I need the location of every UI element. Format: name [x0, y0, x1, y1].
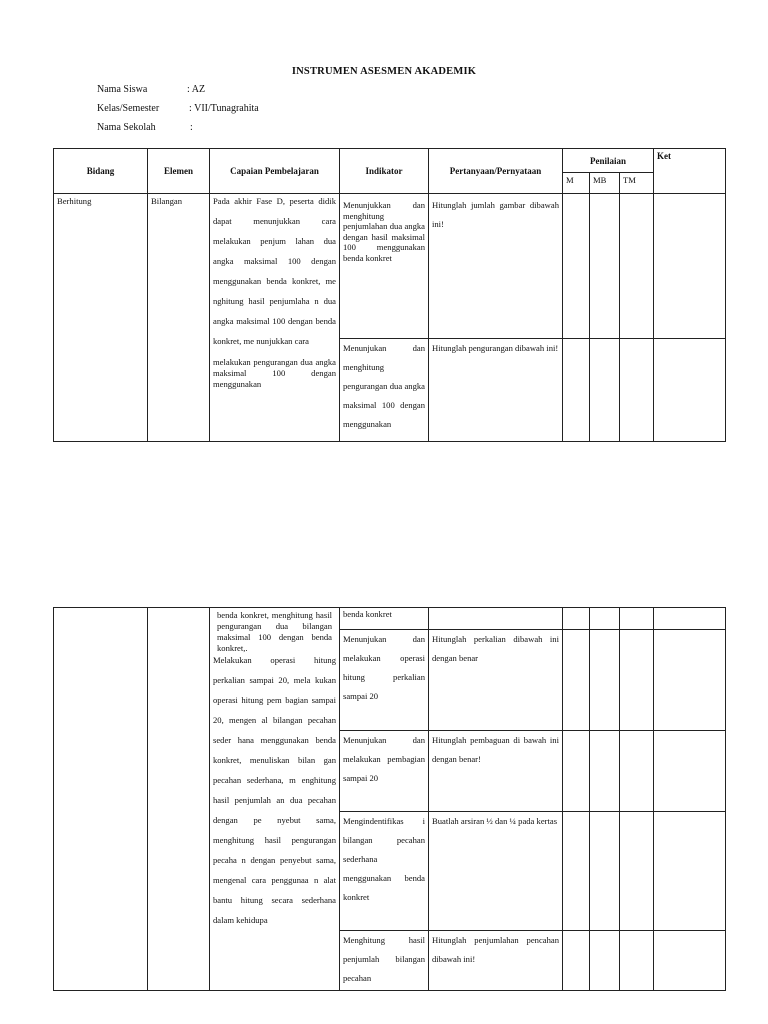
cell-pertanyaan: Hitunglah pengurangan dibawah ini!	[429, 339, 563, 442]
cell-ket[interactable]	[654, 812, 726, 931]
cell-m[interactable]	[563, 630, 590, 731]
info-value-school: :	[190, 122, 193, 133]
cell-pertanyaan	[429, 608, 563, 630]
cell-tm[interactable]	[620, 931, 654, 991]
cell-ket[interactable]	[654, 731, 726, 812]
cell-mb[interactable]	[590, 812, 620, 931]
cell-pertanyaan: Hitunglah jumlah gambar dibawah ini!	[429, 194, 563, 339]
cell-ket[interactable]	[654, 630, 726, 731]
capaian-text-a: Pada akhir Fase D, peserta didik dapat menunjukkan cara melakukan penjum lahan dua angka maksimal 100 dengan menggunakan benda konkret, me nghitung hasil penjumlaha n dua angka maksimal 100 dengan benda konkret, me nunjukkan cara	[213, 196, 336, 346]
cell-indikator: Mengindentifikas i bilangan pecahan sederhana menggunakan benda konkret	[340, 812, 429, 931]
cell-tm[interactable]	[620, 608, 654, 630]
cell-capaian	[210, 608, 340, 991]
info-value-name: : AZ	[187, 84, 206, 95]
cell-indikator: Menunjukkan dan menghitung penjumlahan dua angka dengan hasil maksimal 100 menggunakan benda konkret	[340, 194, 429, 339]
cell-capaian	[210, 194, 340, 442]
cell-tm[interactable]	[620, 812, 654, 931]
header-ket: Ket	[654, 149, 726, 194]
header-capaian: Capaian Pembelajaran	[210, 149, 340, 194]
cell-mb[interactable]	[590, 731, 620, 812]
cell-tm[interactable]	[620, 630, 654, 731]
cell-ket[interactable]	[654, 339, 726, 442]
cell-mb[interactable]	[590, 931, 620, 991]
cell-mb[interactable]	[590, 339, 620, 442]
cell-m[interactable]	[563, 731, 590, 812]
capaian-text-b: melakukan pengurangan dua angka maksimal 100 dengan menggunakan	[213, 357, 336, 389]
cell-mb[interactable]	[590, 194, 620, 339]
capaian-text-a: benda konkret, menghitung hasil pengurangan dua bilangan maksimal 100 dengan benda konkret,.	[217, 610, 332, 653]
info-label-school: Nama Sekolah	[97, 122, 156, 133]
header-penilaian: Penilaian	[563, 149, 654, 173]
cell-indikator: Menghitung hasil penjumlah bilangan pecahan	[340, 931, 429, 991]
info-value-class: : VII/Tunagrahita	[189, 103, 259, 114]
cell-ket[interactable]	[654, 931, 726, 991]
cell-m[interactable]	[563, 931, 590, 991]
header-tm: TM	[620, 173, 654, 194]
cell-pertanyaan: Buatlah arsiran ½ dan ¼ pada kertas	[429, 812, 563, 931]
info-label-name: Nama Siswa	[97, 84, 148, 95]
header-elemen: Elemen	[148, 149, 210, 194]
cell-indikator: Menunjukan dan melakukan pembagian sampai 20	[340, 731, 429, 812]
header-mb: MB	[590, 173, 620, 194]
cell-mb[interactable]	[590, 630, 620, 731]
table-row	[54, 194, 726, 339]
cell-m[interactable]	[563, 812, 590, 931]
cell-indikator: Menunjukan dan menghitung pengurangan dua angka maksimal 100 dengan menggunakan	[340, 339, 429, 442]
assessment-table-page-1	[53, 148, 726, 442]
cell-pertanyaan: Hitunglah perkalian dibawah ini dengan benar	[429, 630, 563, 731]
cell-tm[interactable]	[620, 731, 654, 812]
assessment-table-page-2	[53, 607, 726, 991]
cell-m[interactable]	[563, 339, 590, 442]
table-row	[54, 608, 726, 630]
cell-bidang: Berhitung	[54, 194, 148, 442]
cell-ket[interactable]	[654, 608, 726, 630]
cell-elemen: Bilangan	[148, 194, 210, 442]
cell-m[interactable]	[563, 194, 590, 339]
cell-tm[interactable]	[620, 194, 654, 339]
capaian-text-b: Melakukan operasi hitung perkalian sampai 20, mela kukan operasi hitung pem bagian sampai 20, mengen al bilangan pecahan seder hana menggunakan benda konkret, menuliskan bilan gan pecahan sederhana, m enghitung hasil penjumlah an dua pecahan dengan pe nyebut sama, menghitung hasil pengurangan pecaha n dengan penyebut sama, mengenal cara penggunaa n alat bantu hitung secara sederhana dalam kehidupa	[213, 655, 336, 925]
header-m: M	[563, 173, 590, 194]
cell-pertanyaan: Hitunglah penjumlahan pencahan dibawah ini!	[429, 931, 563, 991]
cell-mb[interactable]	[590, 608, 620, 630]
cell-pertanyaan: Hitunglah pembaguan di bawah ini dengan benar!	[429, 731, 563, 812]
cell-m[interactable]	[563, 608, 590, 630]
cell-ket[interactable]	[654, 194, 726, 339]
header-bidang: Bidang	[54, 149, 148, 194]
document-title: INSTRUMEN ASESMEN AKADEMIK	[291, 66, 477, 77]
cell-tm[interactable]	[620, 339, 654, 442]
cell-bidang	[54, 608, 148, 991]
cell-indikator: benda konkret	[340, 608, 429, 630]
cell-indikator: Menunjukan dan melakukan operasi hitung perkalian sampai 20	[340, 630, 429, 731]
header-indikator: Indikator	[340, 149, 429, 194]
cell-elemen	[148, 608, 210, 991]
info-label-class: Kelas/Semester	[97, 103, 160, 114]
header-pertanyaan: Pertanyaan/Pernyataan	[429, 149, 563, 194]
